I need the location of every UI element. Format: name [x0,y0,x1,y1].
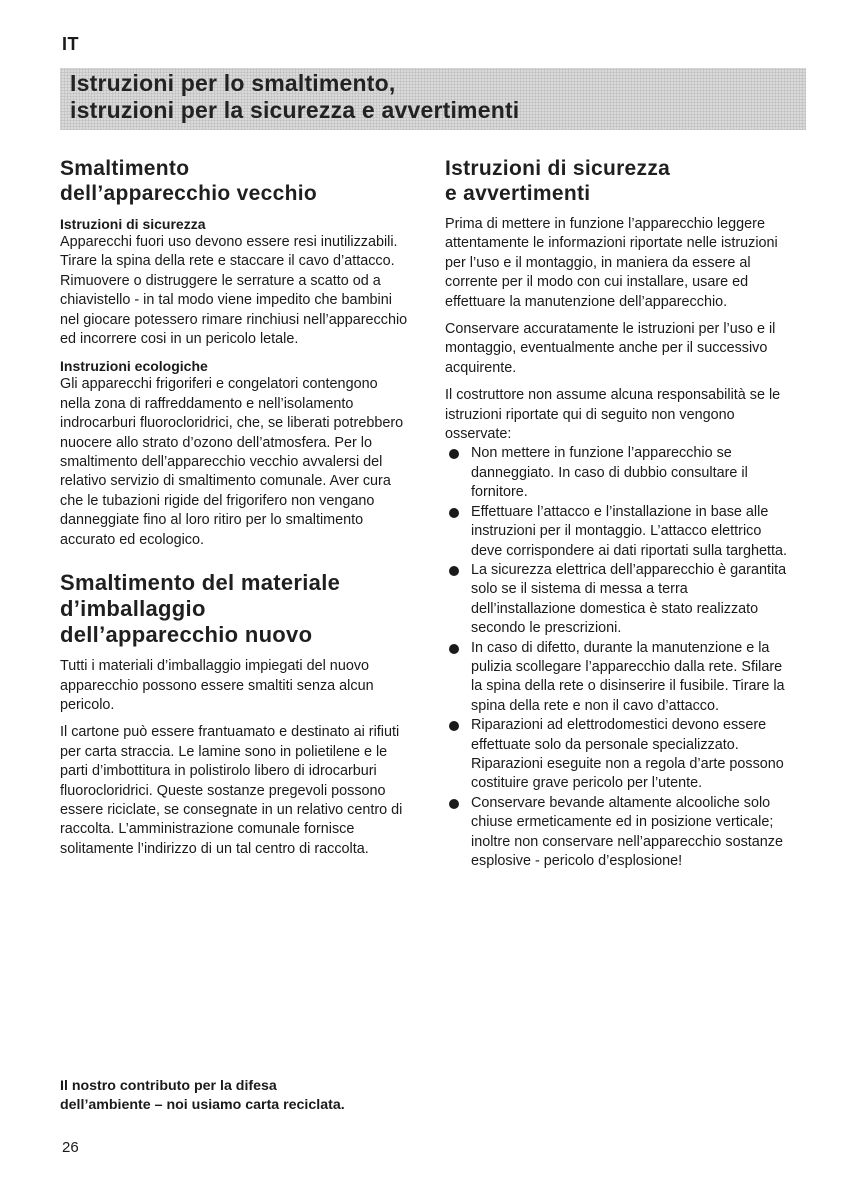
safety-section [60,215,410,349]
list-item [445,503,795,561]
list-item-text: Effettuare l’attacco e l’installazione in base alle instruzioni per il montaggio. L’attacco elettrico deve corrispondere ai dati riportati sulla targhetta. [471,503,787,559]
heading-line: dell’apparecchio vecchio [60,182,317,205]
banner-title-line1: Istruzioni per lo smaltimento, [70,70,396,96]
disposal-old-appliance-heading [60,156,410,206]
eco-text: Gli apparecchi frigoriferi e congelatori contengono nella zona di raffreddamento e nell’isolamento indrocarburi fluorocloridrici, che, se liberati potrebbero nuocere allo strato d’ozono dell’atmosfera. Per lo smaltimento dell’apparecchio vecchio avvalersi del relativo servizio di smaltimento comunale. Aver cura che le tubazioni rigide del frigorifero non vengano danneggiate fino al loro ritiro per lo smaltimento accurato ed ecologico. [60,376,404,548]
list-item-text: Non mettere in funzione l’apparecchio se danneggiato. In caso di dubbio consultare il fornitore. [471,445,748,501]
safety-subheading: Istruzioni di sicurezza [60,216,206,232]
list-item [445,561,795,639]
eco-section [60,357,410,550]
heading-line: Smaltimento [60,157,190,180]
list-item-text: Conservare bevande altamente alcooliche solo chiuse ermeticamente ed in posizione verticale; inoltre non conservare nell’apparecchio sostanze esplosive - pericolo d’esplosione! [471,794,783,869]
heading-line: dell’apparecchio nuovo [60,622,313,648]
list-item [445,794,795,872]
safety-text: Apparecchi fuori uso devono essere resi inutilizzabili. Tirare la spina della rete e staccare il cavo d’attacco. Rimuovere o distruggere le serrature a scatto od a chiavistello - in tal modo viene impedito che bambini nel giocare potessero rimare rinchiusi nell’apparecchio ed incorrere cosi in un pericolo letale. [60,234,408,348]
footer-line: Il nostro contributo per la difesa [60,1078,277,1094]
liability-paragraph: Il costruttore non assume alcuna responsabilità se le istruzioni riportate qui di seguito non vengono osservate: [445,387,781,443]
page-number: 26 [62,1139,79,1156]
footer-line: dell’ambiente – noi usiamo carta reciclata. [60,1097,345,1113]
packaging-text-1: Tutti i materiali d’imballaggio impiegati del nuovo apparecchio possono essere smaltiti senza alcun pericolo. [60,658,374,713]
eco-subheading: Instruzioni ecologiche [60,358,208,375]
list-item-text: Riparazioni ad elettrodomestici devono essere effettuate solo da personale specializzato. Riparazioni eseguite non a regola d’arte possono costituire grave pericolo per l’utente. [471,717,784,792]
banner-title-line2: istruzioni per la sicurezza e avvertimenti [70,97,520,123]
list-item-text: La sicurezza elettrica dell’apparecchio è garantita solo se il sistema di messa a terra dell’installazione domestica è stato realizzato secondo le prescrizioni. [471,561,787,637]
warning-list [445,444,795,871]
packaging-disposal-heading [60,570,410,648]
list-item-text: In caso di difetto, durante la manutenzione e la pulizia scollegare l’apparecchio dalla rete. Sfilare la spina della rete o disinserire il fusibile. Tirare la spina della rete e non il cavo d’attacco. [471,639,785,714]
list-item [445,444,795,502]
packaging-text-2: Il cartone può essere frantuamato e destinato ai rifiuti per carta straccia. Le lamine sono in polietilene e le parti d’imbottitura in polistirolo libero di idrocarburi fluorocloridrici. Queste sostanze pregevoli possono essere riciclate, se consegnate in un relativo centro di raccolta. L’amministrazione comunale fornisce solitamente l’indirizzo di un tal centro di raccolta. [60,724,403,857]
right-column [445,156,795,871]
heading-line: e avvertimenti [445,182,591,205]
heading-line: Istruzioni di sicurezza [445,157,671,180]
heading-line: d’imballaggio [60,596,206,622]
left-column [60,156,410,867]
bullet-icon [449,449,459,459]
safety-warnings-heading [445,156,795,206]
heading-line: Smaltimento del materiale [60,570,341,596]
bullet-icon [449,566,459,576]
list-item [445,716,795,794]
bullet-icon [449,508,459,518]
bullet-icon [449,799,459,809]
keep-instructions-paragraph: Conservare accuratamente le istruzioni per l’uso e il montaggio, eventualmente anche per il successivo acquirente. [445,321,776,376]
language-label: IT [62,34,79,54]
intro-paragraph: Prima di mettere in funzione l’apparecchio leggere attentamente le informazioni riportate nelle istruzioni per l’uso e il montaggio, in maniera da essere al corrente per il modo con cui installare, usare ed effettuare la manutenzione dell’apparecchio. [445,216,778,310]
bullet-icon [449,644,459,654]
bullet-icon [449,721,459,731]
environment-note [60,1077,440,1115]
section-banner [60,68,806,130]
list-item [445,639,795,717]
